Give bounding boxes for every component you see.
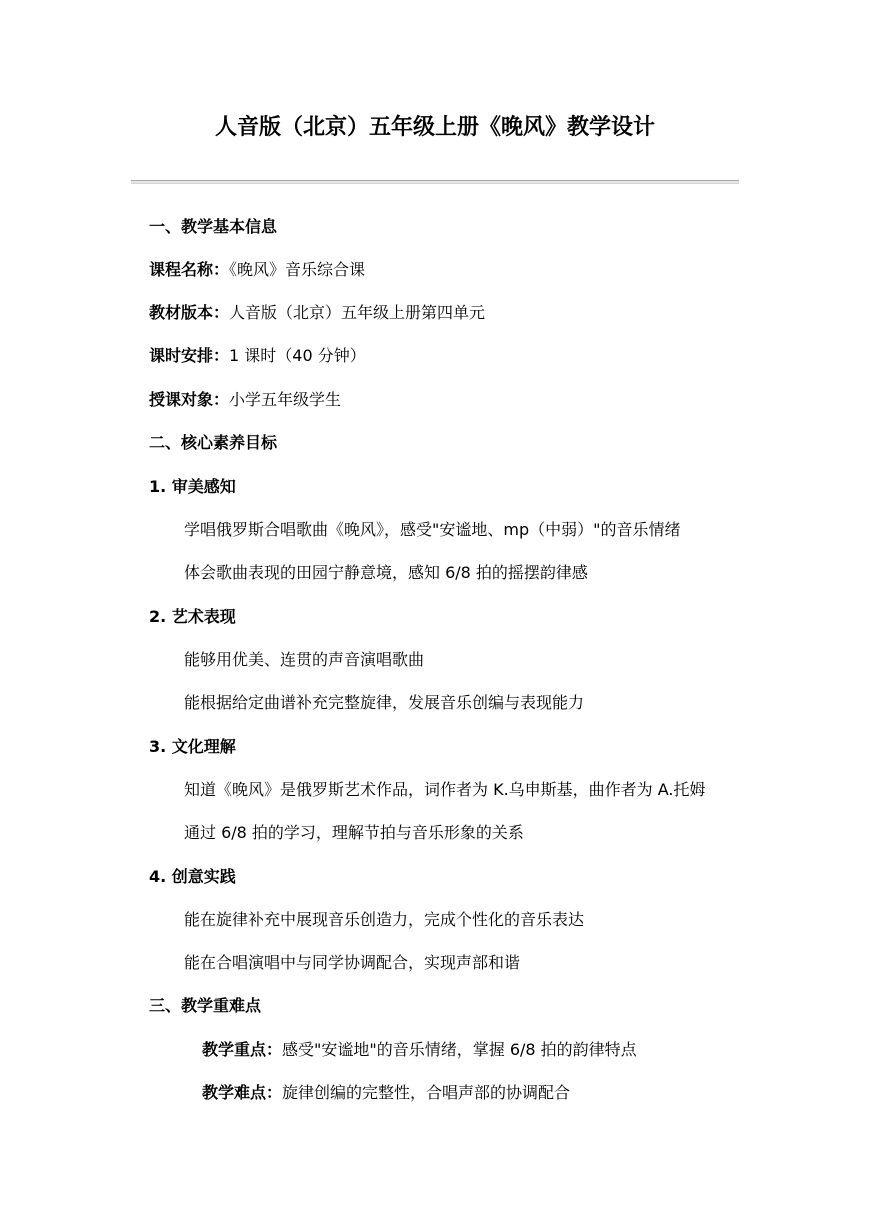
info-label: 课程名称： bbox=[149, 260, 230, 279]
key-point-row bbox=[202, 1039, 637, 1061]
difficulty-label: 教学难点： bbox=[202, 1083, 283, 1102]
key-point-value: 感受"安谧地"的音乐情绪，掌握 6/8 拍的韵律特点 bbox=[282, 1040, 637, 1059]
goal-line: 能在合唱演唱中与同学协调配合，实现声部和谐 bbox=[184, 953, 521, 972]
goal-title-creative: 4. 创意实践 bbox=[149, 867, 236, 886]
goal-line: 通过 6/8 拍的学习，理解节拍与音乐形象的关系 bbox=[184, 823, 524, 842]
goal-line: 体会歌曲表现的田园宁静意境，感知 6/8 拍的摇摆韵律感 bbox=[184, 563, 588, 582]
info-value: 小学五年级学生 bbox=[229, 390, 342, 409]
key-point-label: 教学重点： bbox=[202, 1040, 283, 1059]
info-row-audience bbox=[149, 389, 341, 411]
section-heading-core-goals: 二、核心素养目标 bbox=[149, 433, 278, 452]
difficulty-value: 旋律创编的完整性，合唱声部的协调配合 bbox=[282, 1083, 571, 1102]
info-value: 1 课时（40 分钟） bbox=[229, 346, 366, 365]
goal-line: 能够用优美、连贯的声音演唱歌曲 bbox=[184, 650, 425, 669]
info-row-schedule bbox=[149, 345, 366, 367]
info-value: 人音版（北京）五年级上册第四单元 bbox=[229, 303, 486, 322]
goal-line: 学唱俄罗斯合唱歌曲《晚风》，感受"安谧地、mp（中弱）"的音乐情绪 bbox=[184, 520, 681, 539]
goal-title-art-expression: 2. 艺术表现 bbox=[149, 607, 236, 626]
title-divider bbox=[131, 180, 739, 184]
info-label: 授课对象： bbox=[149, 390, 230, 409]
goal-line: 能根据给定曲谱补充完整旋律，发展音乐创编与表现能力 bbox=[184, 693, 585, 712]
goal-title-aesthetic: 1. 审美感知 bbox=[149, 477, 236, 496]
info-label: 课时安排： bbox=[149, 346, 230, 365]
section-heading-key-points: 三、教学重难点 bbox=[149, 996, 262, 1015]
info-value: 《晚风》音乐综合课 bbox=[229, 260, 366, 279]
document-title: 人音版（北京）五年级上册《晚风》教学设计 bbox=[214, 115, 655, 140]
info-row-textbook-version bbox=[149, 302, 485, 324]
info-label: 教材版本： bbox=[149, 303, 230, 322]
section-heading-basic-info: 一、教学基本信息 bbox=[149, 217, 278, 236]
goal-line: 知道《晚风》是俄罗斯艺术作品，词作者为 K.乌申斯基，曲作者为 A.托姆 bbox=[184, 780, 706, 799]
goal-line: 能在旋律补充中展现音乐创造力，完成个性化的音乐表达 bbox=[184, 910, 585, 929]
info-row-course-name bbox=[149, 259, 365, 281]
goal-title-culture: 3. 文化理解 bbox=[149, 737, 236, 756]
difficulty-row bbox=[202, 1082, 570, 1104]
